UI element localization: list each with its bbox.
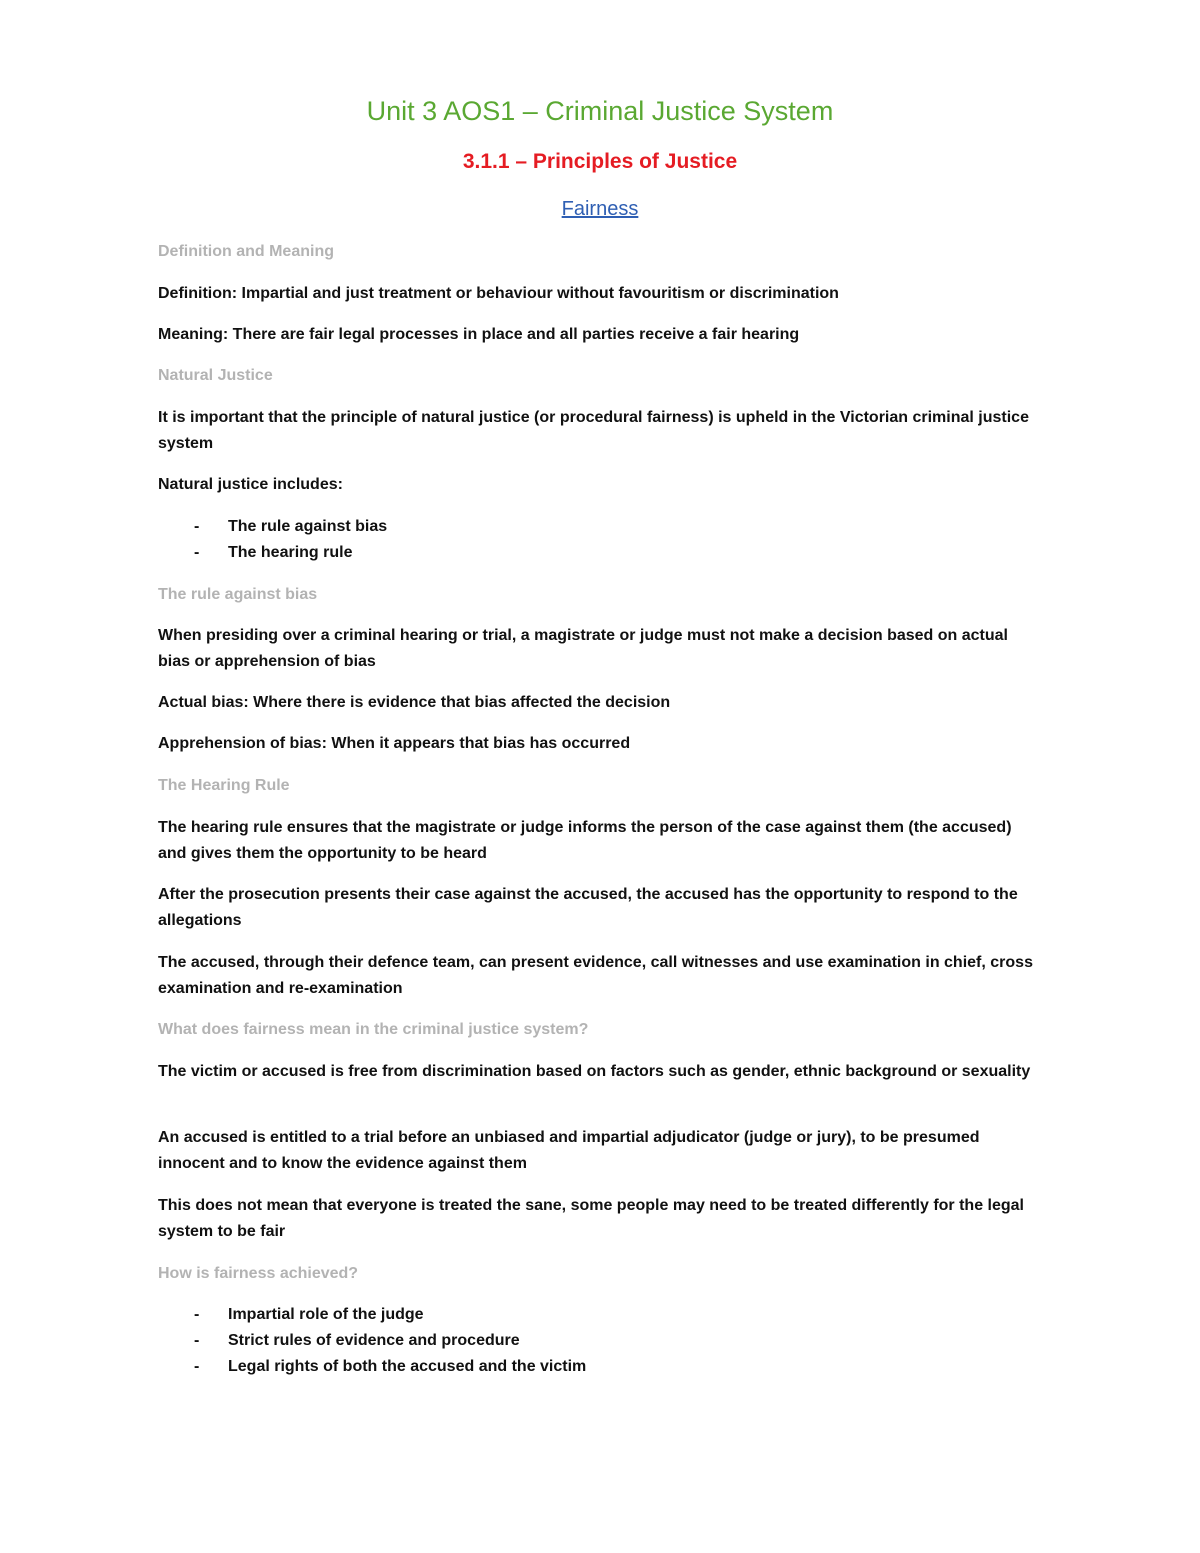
paragraph-natural-justice-important: It is important that the principle of natural justice (or procedural fairness) is upheld in the Victorian criminal justice system <box>158 409 1029 452</box>
bullet-dash: - <box>194 1332 200 1349</box>
bullet-dash: - <box>194 1358 200 1375</box>
list-item-text: Legal rights of both the accused and the victim <box>228 1358 587 1375</box>
paragraph-defence-team: The accused, through their defence team, can present evidence, call witnesses and use examination in chief, cross examination and re-examination <box>158 954 1033 997</box>
bullet-dash: - <box>194 518 200 535</box>
section-heading-fairness: Fairness <box>561 198 639 220</box>
heading-definition-meaning: Definition and Meaning <box>158 243 334 260</box>
document-title: Unit 3 AOS1 – Criminal Justice System <box>366 96 834 126</box>
heading-natural-justice: Natural Justice <box>158 367 273 384</box>
document-subtitle: 3.1.1 – Principles of Justice <box>462 150 738 173</box>
paragraph-presiding: When presiding over a criminal hearing or trial, a magistrate or judge must not make a decision based on actual bias or apprehension of bias <box>158 627 1008 670</box>
paragraph-not-same: This does not mean that everyone is treated the sane, some people may need to be treated differently for the legal system to be fair <box>158 1197 1024 1240</box>
paragraph-meaning: Meaning: There are fair legal processes in place and all parties receive a fair hearing <box>158 326 800 343</box>
paragraph-hearing-rule-ensures: The hearing rule ensures that the magistrate or judge informs the person of the case against them (the accused) and gives them the opportunity to be heard <box>158 819 1012 862</box>
heading-hearing-rule: The Hearing Rule <box>158 777 290 794</box>
paragraph-free-from-discrimination: The victim or accused is free from discrimination based on factors such as gender, ethnic background or sexuality <box>158 1063 1031 1080</box>
heading-fairness-meaning: What does fairness mean in the criminal justice system? <box>158 1021 589 1038</box>
paragraph-entitled-trial: An accused is entitled to a trial before an unbiased and impartial adjudicator (judge or jury), to be presumed innocent and to know the evidence against them <box>158 1129 980 1172</box>
list-item-text: The hearing rule <box>228 544 353 561</box>
paragraph-apprehension-bias: Apprehension of bias: When it appears that bias has occurred <box>158 735 631 752</box>
paragraph-definition: Definition: Impartial and just treatment or behaviour without favouritism or discrimination <box>158 285 839 302</box>
list-item-text: The rule against bias <box>228 518 388 535</box>
bullet-dash: - <box>194 1306 200 1323</box>
bullet-dash: - <box>194 544 200 561</box>
paragraph-natural-justice-includes: Natural justice includes: <box>158 476 343 493</box>
list-item-text: Strict rules of evidence and procedure <box>228 1332 520 1349</box>
heading-fairness-achieved: How is fairness achieved? <box>158 1265 359 1282</box>
paragraph-after-prosecution: After the prosecution presents their case against the accused, the accused has the opportunity to respond to the allegations <box>158 886 1018 929</box>
paragraph-actual-bias: Actual bias: Where there is evidence that bias affected the decision <box>158 694 671 711</box>
list-item-text: Impartial role of the judge <box>228 1306 424 1323</box>
heading-rule-against-bias: The rule against bias <box>158 586 318 603</box>
